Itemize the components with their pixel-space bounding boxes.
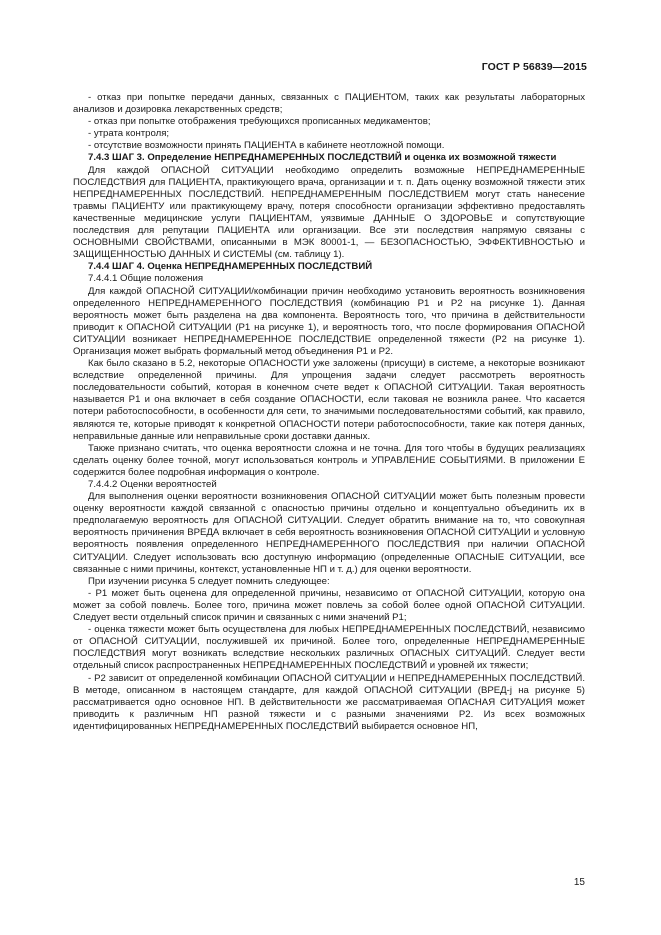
section-heading: 7.4.3 ШАГ 3. Определение НЕПРЕДНАМЕРЕННЫХ ПОСЛЕДСТВИЙ и оценка их возможной тяжести [88, 152, 557, 164]
paragraph: 7.4.4.1 Общие положения [88, 273, 204, 285]
paragraph: - P1 может быть оценена для определенной причины, независимо от ОПАСНОЙ СИТУАЦИИ, которую она может за собой повлечь. Более того, причина может повлечь за собой более одной ОПАСНОЙ СИТУАЦИИ. Следует вести отдельный список причин и связанных с ними значений P1; [73, 587, 585, 624]
paragraph: Для каждой ОПАСНОЙ СИТУАЦИИ/комбинации причин необходимо установить вероятность возникновения определенного НЕПРЕДНАМЕРЕННОГО ПОСЛЕДСТВИЯ (комбинацию P1 и P2 на рисунке 1). Данная вероятность может быть разделена на два компонента. Вероятность того, что причина в действительности приводит к ОПАСНОЙ СИТУАЦИИ (P1 на рисунке 1), и вероятность того, что после формирования ОПАСНОЙ СИТУАЦИИ возникает НЕПРЕДНАМЕРЕННОЕ ПОСЛЕДСТВИЕ определенной тяжести (P2 на рисунке 1). Организация может выбрать формальный метод объединения P1 и P2. [73, 285, 585, 357]
paragraph: - утрата контроля; [88, 128, 170, 140]
paragraph: - P2 зависит от определенной комбинации ОПАСНОЙ СИТУАЦИИ и НЕПРЕДНАМЕРЕННЫХ ПОСЛЕДСТВИЙ. В методе, описанном в настоящем стандарте, для каждой ОПАСНОЙ СИТУАЦИИ (ВРЕД-j на рисунке 5) рассматривается одно основное НП. В действительности же рассматриваемая ОПАСНАЯ СИТУАЦИЯ может приводить к различным НП разной тяжести и с разными значениями P2. Из всех возможных идентифицированных НЕПРЕДНАМЕРЕННЫХ ПОСЛЕДСТВИЙ выбирается основное НП, [73, 672, 585, 732]
paragraph: 7.4.4.2 Оценки вероятностей [88, 479, 217, 490]
page-body [73, 92, 585, 733]
paragraph: Также признано считать, что оценка вероятности сложна и не точна. Для того чтобы в будущих реализациях сделать оценку более точной, могут использоваться контроль и УПРАВЛЕНИЕ СОБЫТИЯМИ. В приложении Е содержится более подробная информация о контроле. [73, 442, 585, 478]
paragraph: Как было сказано в 5.2, некоторые ОПАСНОСТИ уже заложены (присущи) в системе, а некоторые возникают вследствие определенной причины. Для упрощения задачи следует рассмотреть вероятность последовательности событий, которая в конечном счете ведет к ОПАСНОЙ СИТУАЦИИ. Такая вероятность называется P1 и она включает в себя создание ОПАСНОСТИ, если таковая не возникла ранее. Что касается потери работоспособности, в особенности для сети, то значимыми последовательностями событий, как правило, являются те, которые приводят к конкретной ОПАСНОСТИ потери работоспособности, такие как потеря данных, неправильные данные или неправильные сроки доставки данных. [73, 358, 585, 442]
paragraph: - отсутствие возможности принять ПАЦИЕНТА в кабинете неотложной помощи. [88, 140, 445, 152]
paragraph: При изучении рисунка 5 следует помнить следующее: [88, 575, 330, 587]
page-number: 15 [573, 877, 585, 888]
paragraph: - отказ при попытке отображения требующихся прописанных медикаментов; [88, 116, 431, 128]
paragraph: Для каждой ОПАСНОЙ СИТУАЦИИ необходимо определить возможные НЕПРЕДНАМЕРЕННЫЕ ПОСЛЕДСТВИЯ для ПАЦИЕНТА, практикующего врача, организации и т. п. Дать оценку возможной тяжести этих НЕПРЕДНАМЕРЕННЫХ ПОСЛЕДСТВИЙ. НЕПРЕДНАМЕРЕННЫМ ПОСЛЕДСТВИЕМ могут стать нанесение травмы ПАЦИЕНТУ или практикующему врачу, потеря способности организации эффективно предоставлять качественные медицинские услуги ПАЦИЕНТАМ, уязвимые ДАННЫЕ О ЗДОРОВЬЕ и сопутствующие последствия для репутации ПАЦИЕНТА или организации. Все эти последствия напрямую связаны с ОСНОВНЫМИ СВОЙСТВАМИ, описанными в МЭК 80001-1, — БЕЗОПАСНОСТЬЮ, ЭФФЕКТИВНОСТЬЮ и ЗАЩИЩЕННОСТЬЮ ДАННЫХ И СИСТЕМЫ (см. таблицу 1). [73, 164, 585, 261]
section-heading: 7.4.4 ШАГ 4. Оценка НЕПРЕДНАМЕРЕННЫХ ПОСЛЕДСТВИЙ [88, 261, 373, 273]
paragraph: - оценка тяжести может быть осуществлена для любых НЕПРЕДНАМЕРЕННЫХ ПОСЛЕДСТВИЙ, независимо от ОПАСНОЙ СИТУАЦИИ, послужившей их причиной. Более того, определенные НЕПРЕДНАМЕРЕННЫЕ ПОСЛЕДСТВИЯ могут возникать вследствие нескольких различных ОПАСНЫХ СИТУАЦИЙ. Следует вести отдельный список распространенных НЕПРЕДНАМЕРЕННЫХ ПОСЛЕДСТВИЙ и уровней их тяжести; [73, 624, 585, 672]
paragraph: - отказ при попытке передачи данных, связанных с ПАЦИЕНТОМ, таких как результаты лабораторных анализов и дозировка лекарственных средств; [73, 92, 585, 116]
paragraph: Для выполнения оценки вероятности возникновения ОПАСНОЙ СИТУАЦИИ может быть полезным провести оценку вероятности каждой связанной с опасностью причины отдельно и концептуально объединить их в предполагаемую вероятность для ОПАСНОЙ СИТУАЦИИ. Следует обратить внимание на то, что совокупная вероятность причинения ВРЕДА включает в себя вероятность возникновения ОПАСНОЙ СИТУАЦИИ и условную вероятность появления определенного НЕПРЕДНАМЕРЕННОГО ПОСЛЕДСТВИЯ при наличии ОПАСНОЙ СИТУАЦИИ. Следует использовать всю доступную информацию (определенные ОПАСНЫЕ СИТУАЦИИ, все связанные с ними причины, контекст, установленные НП и т. д.) для оценки вероятности. [73, 491, 585, 575]
standard-number: ГОСТ Р 56839—2015 [481, 61, 587, 73]
